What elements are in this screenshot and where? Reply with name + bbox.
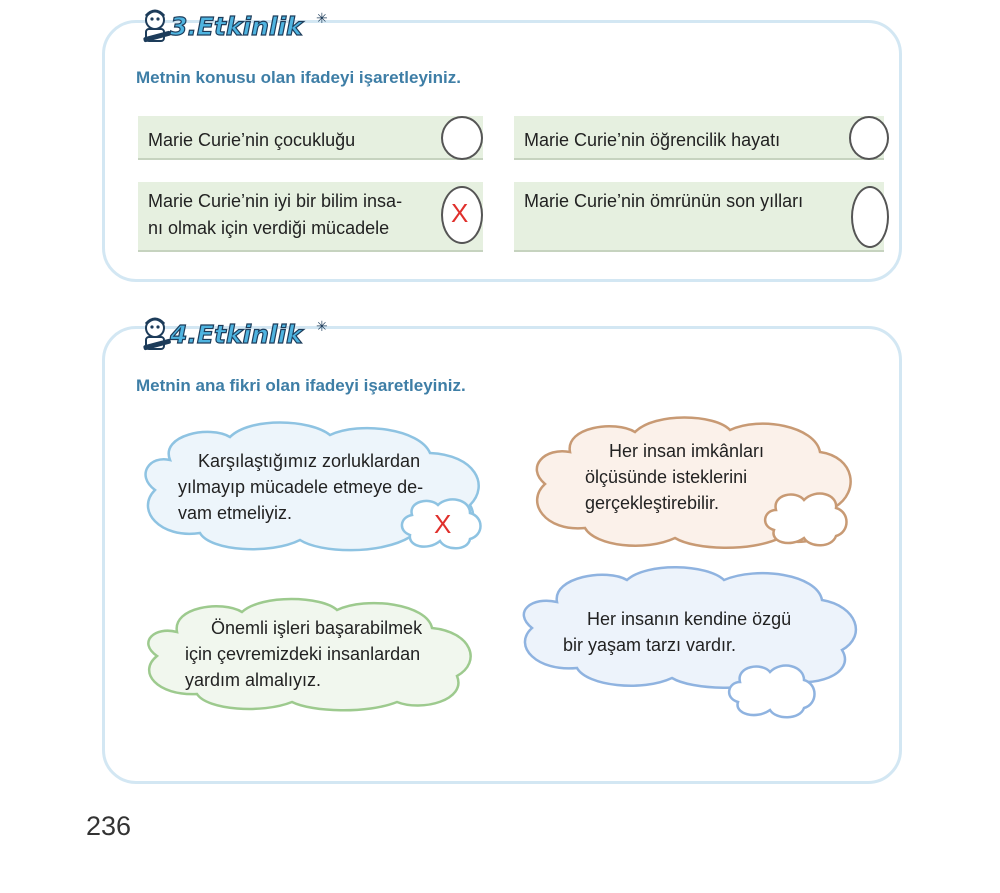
cloud-line: Her insan imkânları	[609, 441, 765, 461]
cloud-line: Önemli işleri başarabilmek	[211, 618, 423, 638]
option-label: Marie Curie’nin çocukluğu	[148, 130, 356, 150]
answer-circle[interactable]	[441, 116, 483, 160]
cloud-line: Karşılaştığımız zorluklardan	[198, 451, 421, 471]
sparkle-icon: ✳	[316, 10, 328, 26]
cloud-line: vam etmeliyiz.	[178, 503, 293, 523]
x-mark: X	[434, 509, 452, 539]
cloud-2-text	[585, 438, 805, 516]
cloud-line: yılmayıp mücadele etmeye de-	[178, 477, 424, 497]
cloud-3-text	[185, 615, 455, 693]
option-childhood[interactable]	[138, 116, 483, 160]
activity-4-question: Metnin ana fikri olan ifadeyi işaretleyiniz.	[136, 376, 466, 395]
small-cloud[interactable]	[724, 660, 820, 720]
option-label-line-2: nı olmak için verdiği mücadele	[148, 218, 390, 238]
answer-circle[interactable]	[849, 116, 889, 160]
cloud-1-text	[178, 448, 458, 526]
answer-circle[interactable]	[851, 186, 889, 248]
cloud-line: Her insanın kendine özgü	[587, 609, 792, 629]
mascot-icon	[140, 316, 174, 356]
activity-4-title: 4.Etkinlik	[170, 320, 303, 349]
activity-3-question: Metnin konusu olan ifadeyi işaretleyiniz.	[136, 68, 461, 87]
cloud-line: gerçekleştirebilir.	[585, 493, 720, 513]
page-number: 236	[86, 811, 132, 841]
cloud-line: için çevremizdeki insanlardan	[185, 644, 421, 664]
option-scientist-struggle[interactable]	[138, 182, 483, 252]
option-last-years[interactable]	[514, 182, 884, 252]
cloud-line: ölçüsünde isteklerini	[585, 467, 748, 487]
x-mark: X	[451, 198, 469, 228]
cloud-4-text	[563, 606, 823, 658]
option-label: Marie Curie’nin öğrencilik hayatı	[524, 130, 781, 150]
option-student-life[interactable]	[514, 116, 884, 160]
option-label: Marie Curie’nin ömrünün son yılları	[524, 191, 804, 211]
option-label-line-1: Marie Curie’nin iyi bir bilim insa-	[148, 191, 403, 211]
cloud-line: bir yaşam tarzı vardır.	[563, 635, 737, 655]
mascot-icon	[140, 8, 174, 48]
cloud-line: yardım almalıyız.	[185, 670, 322, 690]
sparkle-icon: ✳	[316, 318, 328, 334]
activity-3-title: 3.Etkinlik	[170, 12, 303, 41]
